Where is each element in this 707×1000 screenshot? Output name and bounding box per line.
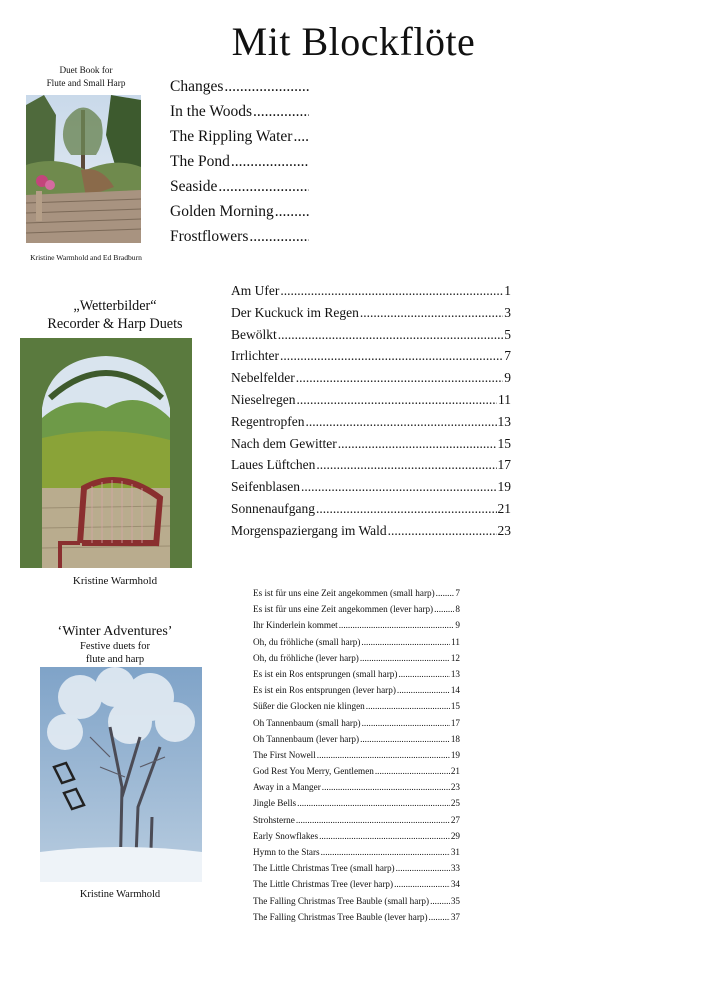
toc-entry — [170, 74, 310, 99]
toc-entry-title: Es ist ein Ros entsprungen (lever harp) — [253, 685, 396, 696]
book3-subtitle-line2: flute and harp — [85, 654, 145, 665]
toc-entry — [231, 454, 511, 476]
toc-entry-leader — [394, 876, 450, 892]
book3-contents-list — [253, 585, 460, 925]
toc-entry-page: 15 — [497, 435, 511, 451]
toc-entry — [231, 324, 511, 346]
toc-entry-leader — [338, 433, 497, 455]
book1-caption-line1: Duet Book for — [59, 65, 113, 75]
toc-entry-leader — [360, 302, 503, 324]
toc-entry-page: 9 — [455, 620, 460, 631]
toc-entry — [253, 617, 460, 633]
toc-entry-leader — [278, 324, 504, 346]
toc-entry-page: 7 — [455, 588, 460, 598]
toc-entry-leader — [321, 844, 450, 860]
toc-entry — [253, 698, 460, 714]
toc-entry — [170, 199, 310, 224]
book1-cover-image — [26, 95, 141, 243]
toc-entry — [253, 747, 460, 763]
toc-entry — [231, 476, 511, 498]
toc-entry — [170, 124, 310, 149]
toc-entry-leader — [361, 634, 450, 650]
toc-entry — [231, 498, 511, 520]
toc-entry-page: 17 — [497, 457, 511, 473]
toc-entry — [253, 860, 460, 876]
toc-entry — [231, 411, 511, 433]
toc-entry-page: 7 — [504, 348, 511, 364]
toc-entry — [253, 601, 460, 617]
toc-entry-title: Am Ufer — [231, 283, 280, 298]
toc-entry — [253, 763, 460, 779]
toc-entry-page: 8 — [455, 604, 460, 615]
toc-entry-leader — [275, 199, 309, 224]
toc-entry-title: Seifenblasen — [231, 479, 300, 495]
toc-entry-page: 21 — [450, 766, 460, 777]
toc-entry-leader — [396, 860, 450, 876]
toc-entry-leader — [305, 411, 496, 433]
toc-entry — [253, 795, 460, 811]
toc-entry-leader — [224, 74, 309, 99]
toc-entry-title: Nebelfelder — [231, 370, 295, 386]
toc-entry-title: Away in a Manger — [253, 782, 321, 793]
toc-entry — [231, 280, 511, 302]
toc-entry-leader — [301, 476, 497, 498]
toc-entry-title: In the Woods — [170, 103, 252, 120]
toc-entry-title: Early Snowflakes — [253, 830, 319, 841]
toc-entry — [253, 909, 460, 925]
toc-entry-leader — [293, 124, 309, 149]
toc-entry-page: 17 — [450, 717, 460, 728]
book1-caption — [20, 64, 152, 90]
toc-entry-leader — [360, 650, 450, 666]
toc-entry-title: Hymn to the Stars — [253, 847, 320, 857]
toc-entry-leader — [360, 731, 450, 747]
book2-cover-image — [20, 338, 192, 568]
toc-entry-page: 21 — [497, 500, 511, 516]
toc-entry — [253, 828, 460, 844]
toc-entry-page: 25 — [450, 798, 460, 809]
toc-entry — [253, 876, 460, 892]
toc-entry-title: God Rest You Merry, Gentlemen — [253, 766, 374, 777]
toc-entry-page: 12 — [450, 652, 460, 663]
toc-entry — [231, 520, 511, 542]
toc-entry-page: 18 — [450, 733, 460, 744]
toc-entry-title: Es ist für uns eine Zeit angekommen (small harp) — [253, 588, 435, 598]
toc-entry-title: Es ist ein Ros entsprungen (small harp) — [253, 668, 398, 679]
toc-entry — [253, 634, 460, 650]
toc-entry-leader — [362, 715, 450, 731]
toc-entry — [253, 666, 460, 682]
toc-entry-leader — [339, 617, 455, 633]
toc-entry-page: 13 — [497, 413, 511, 429]
toc-entry — [170, 174, 310, 199]
toc-entry-leader — [316, 498, 497, 520]
toc-entry — [231, 433, 511, 455]
toc-entry-leader — [322, 779, 450, 795]
toc-entry-title: The Little Christmas Tree (lever harp) — [253, 879, 394, 890]
toc-entry-page: 11 — [451, 636, 460, 647]
toc-entry-leader — [429, 909, 450, 925]
toc-entry — [170, 99, 310, 124]
toc-entry-page: 11 — [498, 391, 511, 407]
toc-entry — [253, 585, 460, 601]
toc-entry-page: 29 — [450, 830, 460, 841]
toc-entry-title: Golden Morning — [170, 203, 274, 220]
toc-entry-title: The Little Christmas Tree (small harp) — [253, 863, 395, 874]
toc-entry-leader — [280, 345, 503, 367]
book1-authors: Kristine Warmhold and Ed Bradburn — [30, 253, 142, 262]
toc-entry-title: Regentropfen — [231, 413, 305, 429]
toc-entry-title: Oh, du fröhliche (lever harp) — [253, 652, 359, 663]
toc-entry-leader — [296, 812, 450, 828]
toc-entry-page: 5 — [504, 326, 511, 342]
toc-entry-leader — [296, 367, 504, 389]
toc-entry-title: Morgenspaziergang im Wald — [231, 522, 387, 538]
toc-entry-title: Der Kuckuck im Regen — [231, 304, 359, 320]
book2-author: Kristine Warmhold — [72, 575, 158, 587]
toc-entry-leader — [398, 666, 449, 682]
toc-entry-leader — [231, 149, 309, 174]
toc-entry-title: The Falling Christmas Tree Bauble (small harp) — [253, 895, 430, 906]
toc-entry-title: Es ist für uns eine Zeit angekommen (lever harp) — [253, 604, 434, 615]
toc-entry-title: Sonnenaufgang — [231, 500, 315, 516]
toc-entry-leader — [249, 224, 309, 249]
toc-entry-leader — [297, 795, 450, 811]
toc-entry — [231, 345, 511, 367]
toc-entry — [253, 650, 460, 666]
book2-title: „Wetterbilder“ — [73, 298, 157, 314]
toc-entry-leader — [436, 585, 455, 601]
toc-entry-page: 23 — [450, 782, 460, 793]
toc-entry-leader — [280, 280, 503, 302]
toc-entry — [253, 779, 460, 795]
toc-entry-page: 34 — [450, 879, 460, 890]
toc-entry-title: The Pond — [170, 153, 230, 170]
book3-cover-image — [40, 667, 202, 882]
toc-entry-leader — [397, 682, 450, 698]
toc-entry-page: 27 — [450, 814, 460, 825]
toc-entry-leader — [434, 601, 454, 617]
toc-entry-title: Strohsterne — [253, 814, 295, 825]
book1-contents-list — [170, 74, 310, 249]
toc-entry-page: 19 — [497, 479, 511, 495]
toc-entry-page: 1 — [504, 283, 511, 298]
toc-entry-title: Süßer die Glocken nie klingen — [253, 701, 365, 712]
toc-entry — [253, 844, 460, 860]
toc-entry — [253, 682, 460, 698]
toc-entry-title: Oh Tannenbaum (small harp) — [253, 717, 361, 728]
toc-entry — [231, 367, 511, 389]
toc-entry-title: The Rippling Water — [170, 128, 293, 145]
book2-subtitle: Recorder & Harp Duets — [47, 316, 183, 332]
book3-title: ‘Winter Adventures’ — [57, 624, 173, 639]
page-title: Mit Blockflöte — [231, 19, 476, 64]
toc-entry-title: Oh, du fröhliche (small harp) — [253, 636, 361, 647]
toc-entry — [253, 812, 460, 828]
toc-entry-leader — [366, 698, 450, 714]
toc-entry-page: 37 — [450, 911, 460, 922]
toc-entry-page: 15 — [450, 701, 460, 712]
toc-entry-leader — [317, 747, 450, 763]
toc-entry-page: 13 — [450, 668, 460, 679]
toc-entry-title: Ihr Kinderlein kommet — [253, 620, 338, 631]
toc-entry-title: Jingle Bells — [253, 798, 297, 809]
toc-entry-page: 31 — [450, 847, 460, 857]
book3-subtitle-line1: Festive duets for — [80, 641, 150, 652]
toc-entry-leader — [430, 893, 450, 909]
toc-entry-title: Frostflowers — [170, 228, 249, 245]
book1-caption-line2: Flute and Small Harp — [46, 78, 126, 88]
toc-entry — [253, 893, 460, 909]
toc-entry-title: Oh Tannenbaum (lever harp) — [253, 733, 360, 744]
toc-entry-title: Seaside — [170, 178, 218, 195]
toc-entry — [231, 389, 511, 411]
toc-entry — [231, 302, 511, 324]
toc-entry — [170, 149, 310, 174]
toc-entry-page: 35 — [450, 895, 460, 906]
book2-heading — [20, 297, 210, 333]
toc-entry-leader — [319, 828, 450, 844]
toc-entry-leader — [296, 389, 497, 411]
toc-entry-title: Laues Lüftchen — [231, 457, 316, 473]
toc-entry-leader — [253, 99, 309, 124]
book2-contents-list — [231, 280, 511, 542]
toc-entry-title: The Falling Christmas Tree Bauble (lever harp) — [253, 911, 428, 922]
toc-entry-page: 14 — [450, 685, 460, 696]
book3-heading — [20, 623, 210, 666]
toc-entry — [253, 715, 460, 731]
toc-entry-page: 9 — [504, 370, 511, 386]
toc-entry-page: 23 — [497, 522, 511, 538]
toc-entry-title: Nach dem Gewitter — [231, 435, 337, 451]
toc-entry-leader — [218, 174, 309, 199]
toc-entry-title: Irrlichter — [231, 348, 279, 364]
toc-entry-leader — [316, 454, 496, 476]
toc-entry-page: 19 — [450, 749, 460, 760]
toc-entry-title: Nieselregen — [231, 391, 296, 407]
book3-author: Kristine Warmhold — [79, 889, 161, 900]
toc-entry — [170, 224, 310, 249]
toc-entry-page: 33 — [450, 863, 460, 874]
toc-entry-title: Bewölkt — [231, 326, 277, 342]
toc-entry — [253, 731, 460, 747]
toc-entry-title: The First Nowell — [253, 749, 316, 760]
toc-entry-leader — [388, 520, 497, 542]
toc-entry-page: 3 — [504, 304, 511, 320]
toc-entry-leader — [375, 763, 450, 779]
toc-entry-title: Changes — [170, 78, 224, 95]
